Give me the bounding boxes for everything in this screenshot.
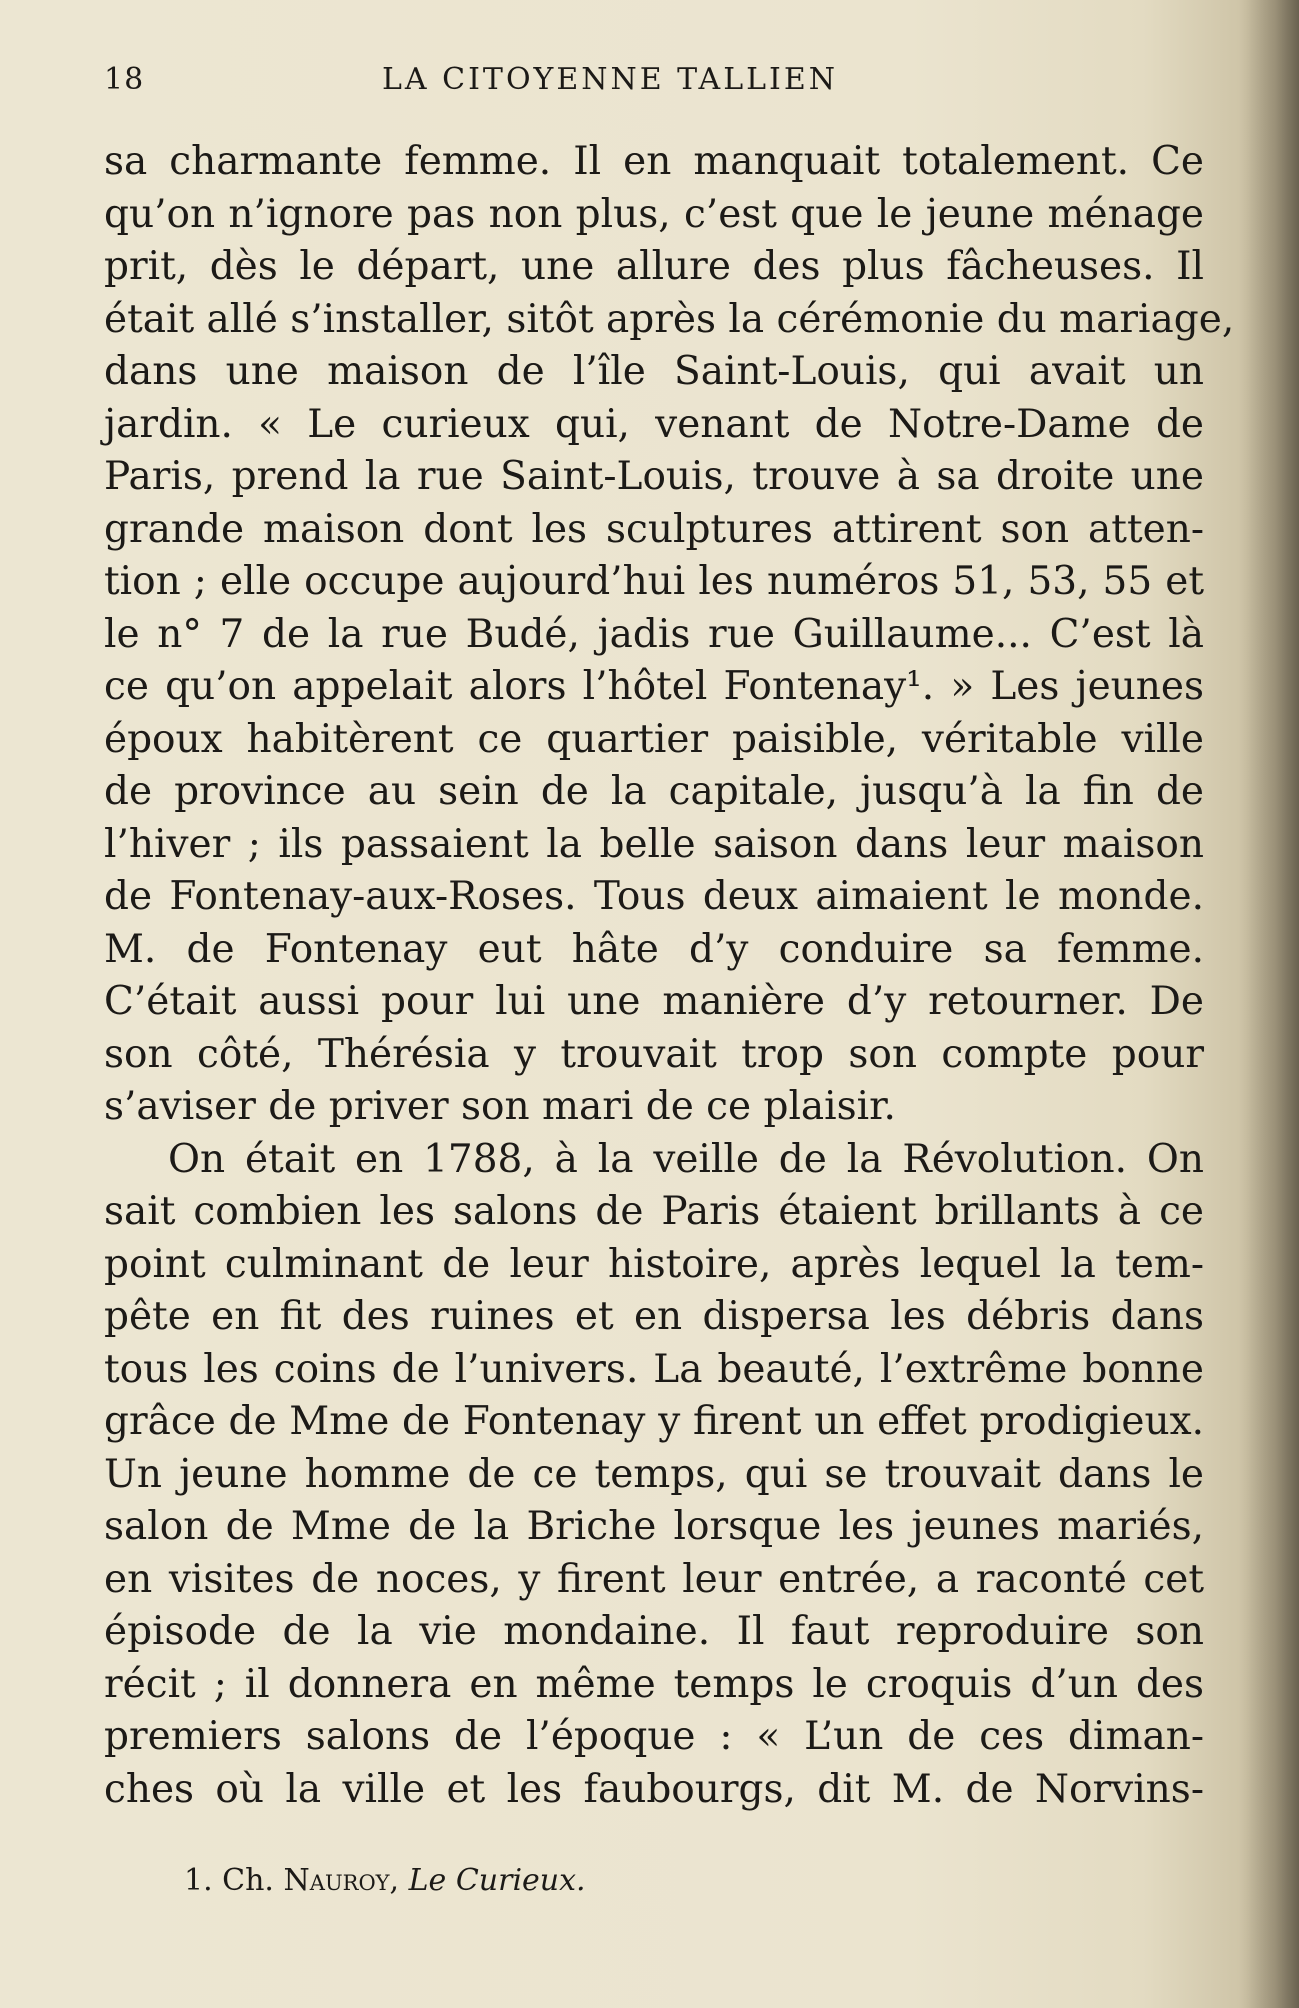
text-line: prit, dès le départ, une allure des plus fâcheuses. Il <box>104 244 1204 289</box>
text-line: salon de Mme de la Briche lorsque les jeunes mariés, <box>104 1504 1204 1549</box>
text-line: Un jeune homme de ce temps, qui se trouvait dans le <box>104 1451 1204 1497</box>
text-line: récit ; il donnera en même temps le croquis d’un des <box>104 1661 1204 1707</box>
text-line: qu’on n’ignore pas non plus, c’est que le jeune ménage <box>104 191 1204 237</box>
footnote-author: Nauroy, <box>283 1863 400 1898</box>
text-line: époux habitèrent ce quartier paisible, véritable ville <box>104 716 1204 762</box>
text-line: jardin. « Le curieux qui, venant de Notre-Dame de <box>104 401 1204 447</box>
paragraph-end-line: s’aviser de priver son mari de ce plaisir. <box>104 1084 896 1129</box>
text-line: sa charmante femme. Il en manquait totalement. Ce <box>104 139 1204 184</box>
body-text <box>104 136 1235 1816</box>
text-line: M. de Fontenay eut hâte d’y conduire sa femme. <box>104 926 1204 972</box>
text-line: le n° 7 de la rue Budé, jadis rue Guillaume... C’est là <box>104 611 1204 657</box>
text-line: tion ; elle occupe aujourd’hui les numéros 51, 53, 55 et <box>104 559 1204 604</box>
text-line: tous les coins de l’univers. La beauté, l’extrême bonne <box>104 1346 1204 1392</box>
text-line: de province au sein de la capitale, jusqu’à la fin de <box>104 769 1204 814</box>
footnote-work: Le Curieux. <box>408 1863 586 1898</box>
footnote <box>184 1863 586 1898</box>
text-line: point culminant de leur histoire, après lequel la tem- <box>104 1241 1204 1287</box>
page-gutter-shadow <box>1239 0 1299 2008</box>
text-line: premiers salons de l’époque : « L’un de ces diman- <box>104 1714 1204 1759</box>
text-line: en visites de noces, y firent leur entrée, a raconté cet <box>104 1556 1204 1602</box>
text-line: C’était aussi pour lui une manière d’y retourner. De <box>104 979 1204 1024</box>
paragraph-start-line: On était en 1788, à la veille de la Révolution. On <box>168 1136 1204 1182</box>
text-line: son côté, Thérésia y trouvait trop son compte pour <box>104 1031 1204 1077</box>
text-line: ce qu’on appelait alors l’hôtel Fontenay¹. » Les jeunes <box>104 664 1204 709</box>
text-line: Paris, prend la rue Saint-Louis, trouve à sa droite une <box>104 454 1204 499</box>
text-line: l’hiver ; ils passaient la belle saison dans leur maison <box>104 821 1204 867</box>
text-line: dans une maison de l’île Saint-Louis, qui avait un <box>104 349 1204 394</box>
text-line: épisode de la vie mondaine. Il faut reproduire son <box>104 1609 1204 1654</box>
text-line: était allé s’installer, sitôt après la cérémonie du mariage, <box>104 296 1235 342</box>
text-line: sait combien les salons de Paris étaient brillants à ce <box>104 1189 1204 1234</box>
page-number: 18 <box>104 62 145 97</box>
text-line: grâce de Mme de Fontenay y firent un effet prodigieux. <box>104 1399 1204 1444</box>
text-line: ches où la ville et les faubourgs, dit M. de Norvins- <box>104 1766 1204 1812</box>
text-line: de Fontenay-aux-Roses. Tous deux aimaient le monde. <box>104 874 1204 919</box>
text-line: pête en fit des ruines et en dispersa les débris dans <box>104 1294 1204 1339</box>
text-line: grande maison dont les sculptures attirent son atten- <box>104 506 1204 552</box>
footnote-marker: 1. Ch. <box>184 1863 274 1898</box>
running-head <box>104 62 1204 102</box>
running-title: LA CITOYENNE TALLIEN <box>382 62 839 97</box>
